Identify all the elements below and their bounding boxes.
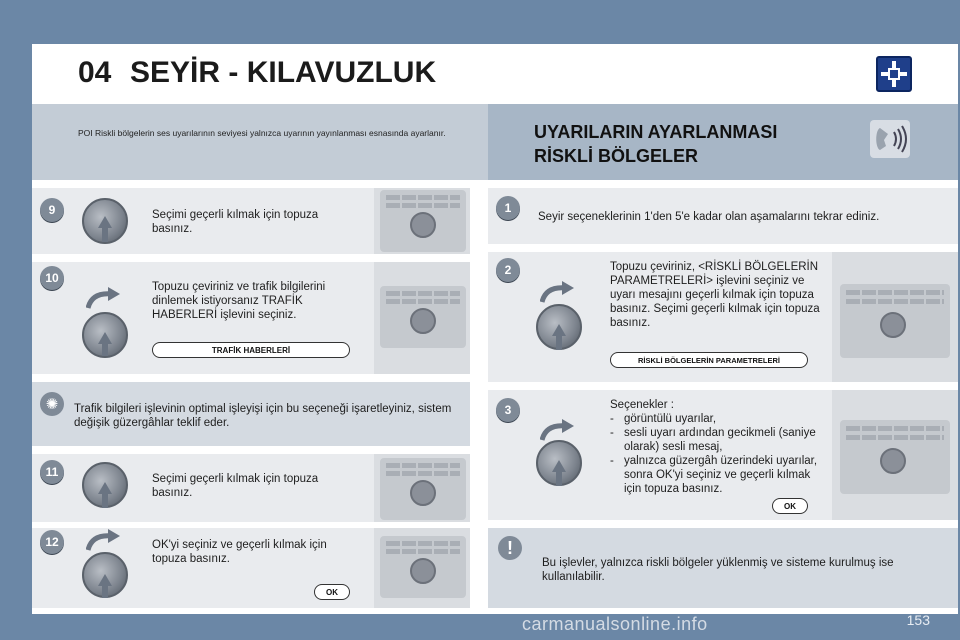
press-arrow-icon-10 — [102, 342, 108, 356]
step-1-text: Seyir seçeneklerinin 1'den 5'e kadar olan aşamalarını tekrar ediniz. — [538, 211, 880, 223]
watermark: carmanualsonline.info — [522, 614, 708, 634]
navigation-icon — [876, 56, 912, 92]
rotate-arrow-icon-r3 — [540, 418, 576, 442]
press-arrow-icon-11 — [102, 492, 108, 508]
warning-text: Bu işlevler, yalnızca riskli bölgeler yüklenmiş ve sisteme kurulmuş ise kullanılabilir. — [542, 557, 894, 583]
section-title-line1: UYARILARIN AYARLANMASI — [534, 122, 778, 142]
lightbulb-icon: ✺ — [40, 392, 64, 416]
step-11-badge: 11 — [40, 460, 64, 484]
risk-zone-parameters-menu-item[interactable]: RİSKLİ BÖLGELERİN PARAMETRELERİ — [610, 352, 808, 368]
rotate-arrow-icon-r2 — [540, 280, 576, 304]
press-arrow-head-icon — [98, 216, 112, 228]
press-arrow-head-icon-11 — [98, 482, 112, 494]
exclamation-icon: ! — [498, 536, 522, 560]
section-title — [534, 120, 777, 168]
step-3-options — [610, 398, 824, 496]
step-12-badge: 12 — [40, 530, 64, 554]
intro-note: POI Riskli bölgelerin ses uyarılarının seviyesi yalnızca uyarının yayınlanması esnasında ayarlanır. — [78, 128, 446, 138]
page-title: SEYİR - KILAVUZLUK — [130, 56, 437, 89]
tip-text: Trafik bilgileri işlevinin optimal işleyişi için bu seçeneği işaretleyiniz, sistem değişik güzergâhlar teklif eder. — [74, 403, 452, 429]
console-icon-r2 — [840, 284, 950, 358]
options-title: Seçenekler : — [610, 399, 674, 411]
step-9-badge: 9 — [40, 198, 64, 222]
intro-band — [32, 104, 488, 180]
console-icon-10 — [380, 286, 466, 348]
step-12-text: OK'yi seçiniz ve geçerli kılmak için topuza basınız. — [152, 539, 327, 565]
step-11-text: Seçimi geçerli kılmak için topuza basınız. — [152, 473, 319, 499]
console-icon-11 — [380, 458, 466, 520]
option-item: - sesli uyarı ardından gecikmeli (saniye olarak) sesli mesaj, — [610, 427, 816, 453]
step-9-text: Seçimi geçerli kılmak için topuza basınız. — [152, 209, 319, 235]
step-3-badge: 3 — [496, 398, 520, 422]
ok-button-left[interactable]: OK — [314, 584, 350, 600]
step-2-text: Topuzu çeviriniz, <RİSKLİ BÖLGELERİN PARAMETRELERİ> işlevini seçiniz ve uyarı mesajını geçerli kılmak için topuza basınız. Seçimi geçerli kılmak için topuza basınız. — [610, 261, 820, 329]
console-icon-12 — [380, 536, 466, 598]
press-arrow-head-icon-12 — [98, 574, 112, 586]
console-icon-r3 — [840, 420, 950, 494]
step-1-badge: 1 — [496, 196, 520, 220]
press-arrow-head-icon-10 — [98, 332, 112, 344]
ok-button-right[interactable]: OK — [772, 498, 808, 514]
option-item: - görüntülü uyarılar, — [610, 413, 717, 425]
console-icon — [380, 190, 466, 252]
press-arrow-icon — [102, 226, 108, 242]
traffic-news-menu-item[interactable]: TRAFİK HABERLERİ — [152, 342, 350, 358]
page-number: 153 — [906, 612, 930, 628]
step-10-text: Topuzu çeviriniz ve trafik bilgilerini dinlemek istiyorsanız TRAFİK HABERLERİ işlevini seçiniz. — [152, 281, 326, 321]
press-arrow-icon-r2 — [556, 334, 562, 350]
rotate-arrow-icon-12 — [86, 528, 122, 552]
press-arrow-head-icon-r3 — [552, 460, 566, 472]
chapter-number: 04 — [78, 56, 112, 89]
section-title-line2: RİSKLİ BÖLGELER — [534, 146, 699, 166]
step-10-badge: 10 — [40, 266, 64, 290]
press-arrow-icon-12 — [102, 584, 108, 598]
voice-icon — [870, 120, 910, 158]
press-arrow-head-icon-r2 — [552, 324, 566, 336]
press-arrow-icon-r3 — [556, 470, 562, 486]
option-item: - yalnızca güzergâh üzerindeki uyarılar, sonra OK'yi seçiniz ve geçerli kılmak için topuza basınız. — [610, 455, 818, 495]
step-2-badge: 2 — [496, 258, 520, 282]
rotate-arrow-icon — [86, 286, 122, 310]
